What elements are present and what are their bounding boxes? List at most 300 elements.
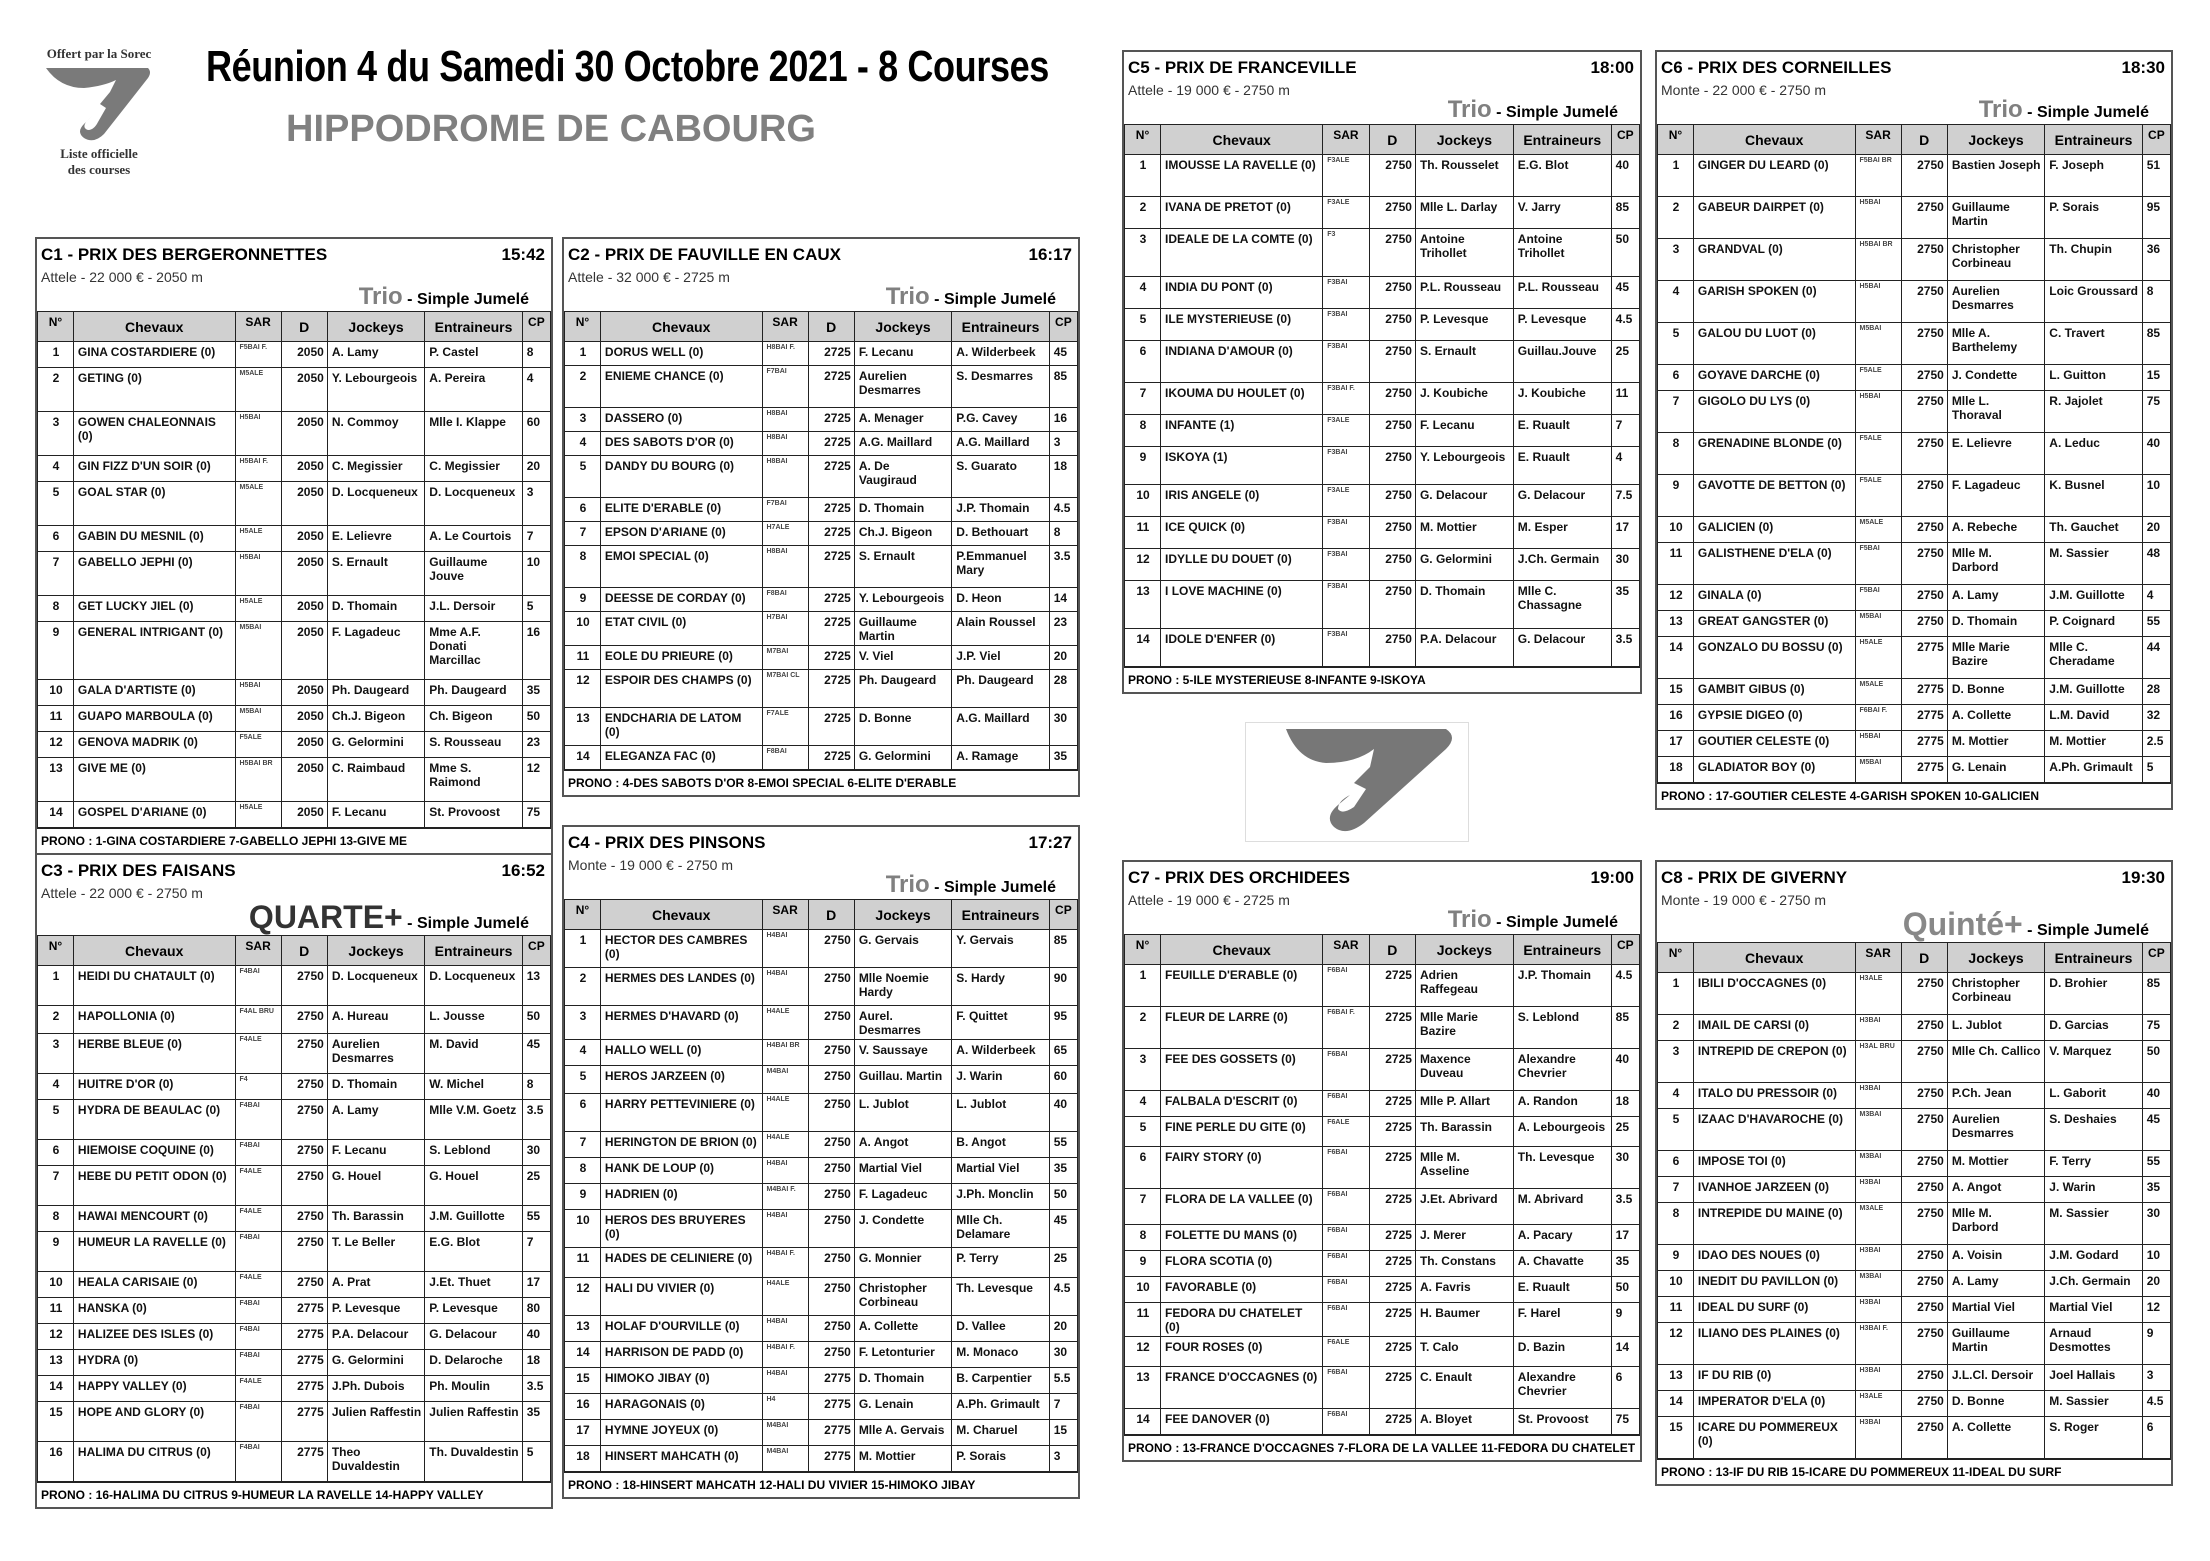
cell-trainer: A.G. Maillard [952,432,1049,456]
cell-num: 8 [1658,433,1694,475]
cell-num: 11 [1125,1303,1161,1337]
table-header-row [38,312,551,342]
cell-jockey: A. Collette [1947,1417,2044,1459]
cell-sar: M5ALE [235,482,281,526]
column-header-cp: CP [522,936,550,966]
cell-cp: 35 [1049,1158,1077,1184]
cell-name: IMPERATOR D'ELA (0) [1693,1391,1855,1417]
table-row [565,1040,1078,1066]
cell-jockey: Mlle L. Darlay [1415,197,1513,229]
cell-sar: F3BAI [1323,549,1369,581]
cell-trainer: J.Ch. Germain [1513,549,1611,581]
cell-name: GENOVA MADRIK (0) [73,732,235,758]
cell-num: 13 [38,758,74,802]
cell-name: IF DU RIB (0) [1693,1365,1855,1391]
cell-cp: 23 [1049,612,1077,646]
cell-jockey: D. Thomain [854,1368,951,1394]
column-header-d: D [1369,935,1415,965]
cell-name: EMOI SPECIAL (0) [600,546,762,588]
cell-jockey: J.Ph. Dubois [327,1376,424,1402]
cell-cp: 18 [1049,456,1077,498]
cell-num: 5 [1658,323,1694,365]
hippodrome-name: HIPPODROME DE CABOURG [286,108,816,150]
cell-d: 2725 [1369,1091,1415,1117]
cell-jockey: Aurelien Desmarres [854,366,951,408]
cell-jockey: G. Monnier [854,1248,951,1278]
cell-name: HARRISON DE PADD (0) [600,1342,762,1368]
cell-trainer: Th. Gauchet [2045,517,2142,543]
cell-d: 2725 [1369,1277,1415,1303]
cell-cp: 4 [2142,585,2170,611]
column-header-d: D [281,312,327,342]
bet-secondary: - Simple Jumelé [934,291,1056,308]
cell-cp: 8 [522,1074,550,1100]
cell-sar: F3BAI [1323,447,1369,485]
cell-name: HAWAI MENCOURT (0) [73,1206,235,1232]
cell-cp: 50 [2142,1041,2170,1083]
table-row [565,522,1078,546]
table-row [1658,1177,2171,1203]
cell-sar: F6BAI [1323,1409,1369,1435]
cell-sar: F6BAI F. [1855,705,1901,731]
cell-jockey: Ch.J. Bigeon [327,706,424,732]
cell-jockey: Mlle Ch. Callico [1947,1041,2044,1083]
table-row [1658,705,2171,731]
table-row [1658,281,2171,323]
cell-sar: F4 [235,1074,281,1100]
cell-name: HEROS JARZEEN (0) [600,1066,762,1094]
cell-sar: M3BAI [1855,1109,1901,1151]
cell-trainer: D. Garcias [2045,1015,2142,1041]
cell-d: 2750 [1369,383,1415,415]
cell-jockey: A. Lamy [1947,1271,2044,1297]
cell-sar: H8BAI [762,456,808,498]
column-header-cp: CP [1049,312,1077,342]
cell-cp: 35 [522,1402,550,1442]
cell-trainer: F. Joseph [2045,155,2142,197]
cell-jockey: Antoine Trihollet [1415,229,1513,277]
table-row [1658,155,2171,197]
cell-name: GOAL STAR (0) [73,482,235,526]
cell-trainer: Ph. Moulin [425,1376,522,1402]
cell-sar: H5ALE [235,596,281,622]
cell-d: 2725 [1369,1367,1415,1409]
cell-trainer: Arnaud Desmottes [2045,1323,2142,1365]
race-card-c6 [1655,50,2173,810]
cell-cp: 17 [522,1272,550,1298]
cell-name: ELEGANZA FAC (0) [600,746,762,770]
cell-num: 1 [1658,973,1694,1015]
cell-trainer: Alain Roussel [952,612,1049,646]
table-row [38,1402,551,1442]
cell-sar: H5ALE [235,802,281,828]
cell-cp: 6 [2142,1417,2170,1459]
cell-num: 6 [1658,365,1694,391]
cell-num: 6 [1125,1147,1161,1189]
cell-trainer: D. Locqueneux [425,966,522,1006]
cell-name: GINGER DU LEARD (0) [1693,155,1855,197]
cell-trainer: C. Travert [2045,323,2142,365]
cell-jockey: Theo Duvaldestin [327,1442,424,1482]
cell-cp: 65 [1049,1040,1077,1066]
cell-cp: 5 [522,1442,550,1482]
cell-name: EPSON D'ARIANE (0) [600,522,762,546]
cell-sar: H3BAI [1855,1015,1901,1041]
cell-num: 4 [1658,281,1694,323]
cell-trainer: L. Guitton [2045,365,2142,391]
cell-name: GABELLO JEPHI (0) [73,552,235,596]
cell-cp: 30 [522,1140,550,1166]
cell-num: 14 [565,746,601,770]
cell-jockey: V. Viel [854,646,951,670]
race-time: 18:00 [1590,58,1634,77]
cell-trainer: Mlle V.M. Goetz [425,1100,522,1140]
table-row [565,646,1078,670]
cell-name: GRANDVAL (0) [1693,239,1855,281]
cell-d: 2750 [1369,485,1415,517]
cell-num: 5 [565,456,601,498]
cell-num: 14 [565,1342,601,1368]
cell-d: 2775 [808,1420,854,1446]
cell-sar: F3ALE [1323,155,1369,197]
cell-jockey: J.L.Cl. Dersoir [1947,1365,2044,1391]
column-header-trainer: Entraineurs [425,312,522,342]
cell-cp: 40 [522,1324,550,1350]
cell-trainer: S. Desmarres [952,366,1049,408]
cell-sar: H4ALE [762,1132,808,1158]
race-time: 19:30 [2121,868,2165,887]
cell-jockey: A. Voisin [1947,1245,2044,1271]
cell-d: 2050 [281,456,327,482]
cell-name: HERBE BLEUE (0) [73,1034,235,1074]
table-row [1125,415,1640,447]
cell-name: HUITRE D'OR (0) [73,1074,235,1100]
cell-num: 9 [565,588,601,612]
cell-cp: 75 [2142,1015,2170,1041]
cell-trainer: P. Levesque [425,1298,522,1324]
column-header-name: Chevaux [1693,943,1855,973]
column-header-d: D [808,900,854,930]
cell-cp: 40 [2142,433,2170,475]
cell-sar: F5ALE [1855,365,1901,391]
cell-d: 2750 [808,930,854,968]
cell-d: 2725 [808,612,854,646]
cell-cp: 50 [522,706,550,732]
cell-num: 4 [38,1074,74,1100]
cell-jockey: Julien Raffestin [327,1402,424,1442]
cell-cp: 28 [2142,679,2170,705]
cell-name: ILIANO DES PLAINES (0) [1693,1323,1855,1365]
cell-d: 2775 [808,1446,854,1472]
cell-sar: F6ALE [1323,1117,1369,1147]
table-row [1658,1323,2171,1365]
cell-num: 3 [1125,229,1161,277]
table-row [565,1368,1078,1394]
cell-trainer: Th. Chupin [2045,239,2142,281]
cell-name: FAVORABLE (0) [1161,1277,1323,1303]
cell-trainer: Mme A.F. Donati Marcillac [425,622,522,680]
cell-d: 2750 [808,1316,854,1342]
cell-trainer: Mlle Ch. Delamare [952,1210,1049,1248]
cell-trainer: Ph. Daugeard [425,680,522,706]
prono: PRONO : 18-HINSERT MAHCATH 12-HALI DU VIVIER 15-HIMOKO JIBAY [564,1472,1078,1497]
cell-cp: 15 [1049,1420,1077,1446]
cell-cp: 7 [1049,1394,1077,1420]
table-row [565,930,1078,968]
table-row [38,1272,551,1298]
cell-num: 3 [1658,1041,1694,1083]
cell-trainer: J.Et. Thuet [425,1272,522,1298]
table-row [38,622,551,680]
cell-trainer: M. Sassier [2045,1391,2142,1417]
cell-cp: 85 [1611,197,1639,229]
table-header-row [565,900,1078,930]
table-row [1125,1409,1640,1435]
table-row [1658,391,2171,433]
race-time: 17:27 [1028,833,1072,852]
cell-trainer: F. Harel [1513,1303,1611,1337]
cell-d: 2050 [281,526,327,552]
cell-cp: 10 [2142,1245,2170,1271]
cell-jockey: A. Rebeche [1947,517,2044,543]
cell-trainer: A.Ph. Grimault [2045,757,2142,783]
cell-d: 2725 [1369,1303,1415,1337]
cell-sar: F3BAI [1323,341,1369,383]
cell-sar: F5ALE [1855,433,1901,475]
cell-d: 2050 [281,596,327,622]
cell-cp: 7.5 [1611,485,1639,517]
cell-name: GALOU DU LUOT (0) [1693,323,1855,365]
table-row [565,588,1078,612]
table-row [1658,1417,2171,1459]
race-card-c7 [1122,860,1642,1462]
cell-name: HALLO WELL (0) [600,1040,762,1066]
cell-name: GINALA (0) [1693,585,1855,611]
cell-sar: F8BAI [762,746,808,770]
cell-d: 2725 [1369,1049,1415,1091]
cell-cp: 7 [522,526,550,552]
table-row [565,746,1078,770]
cell-jockey: Th. Constans [1415,1251,1513,1277]
cell-jockey: S. Ernault [854,546,951,588]
cell-name: IDEAL DU SURF (0) [1693,1297,1855,1323]
cell-jockey: Guillaume Martin [1947,197,2044,239]
cell-d: 2775 [281,1376,327,1402]
cell-cp: 30 [2142,1203,2170,1245]
cell-num: 12 [38,1324,74,1350]
cell-trainer: J.M. Guillotte [2045,679,2142,705]
bet-types [1657,98,2171,124]
cell-sar: H3ALE [1855,1391,1901,1417]
cell-cp: 3.5 [1611,1189,1639,1225]
cell-d: 2750 [1369,197,1415,229]
cell-d: 2750 [808,1184,854,1210]
cell-sar: H5BAI BR [1855,239,1901,281]
cell-num: 10 [1125,485,1161,517]
column-header-cp: CP [1611,125,1639,155]
cell-num: 3 [1658,239,1694,281]
cell-cp: 50 [1611,1277,1639,1303]
bet-main: Trio [885,283,930,310]
cell-name: FEE DANOVER (0) [1161,1409,1323,1435]
cell-sar: H4BAI F. [762,1342,808,1368]
cell-d: 2750 [1901,1041,1947,1083]
cell-cp: 3.5 [1049,546,1077,588]
cell-jockey: Y. Lebourgeois [854,588,951,612]
cell-cp: 30 [1611,549,1639,581]
cell-d: 2750 [281,1166,327,1206]
table-row [565,1184,1078,1210]
cell-d: 2750 [808,968,854,1006]
cell-trainer: J. Warin [952,1066,1049,1094]
cell-sar: F3BAI [1323,517,1369,549]
cell-name: GONZALO DU BOSSU (0) [1693,637,1855,679]
cell-jockey: D. Thomain [1947,611,2044,637]
cell-jockey: M. Mottier [854,1446,951,1472]
bet-main: Trio [885,871,930,898]
cell-num: 11 [565,646,601,670]
cell-num: 2 [565,968,601,1006]
cell-num: 10 [565,612,601,646]
cell-d: 2725 [808,646,854,670]
cell-num: 7 [565,1132,601,1158]
race-conditions: Attele - 19 000 € - 2725 m [1128,892,1290,908]
cell-name: HALI DU VIVIER (0) [600,1278,762,1316]
table-row [1125,485,1640,517]
cell-jockey: J.Et. Abrivard [1415,1189,1513,1225]
table-row [1125,517,1640,549]
bet-types [1124,908,1640,934]
cell-num: 6 [38,526,74,552]
cell-jockey: Mlle M. Darbord [1947,543,2044,585]
cell-d: 2750 [1901,1391,1947,1417]
cell-sar: H3BAI [1855,1083,1901,1109]
bet-main: Trio [1978,96,2023,123]
cell-num: 12 [565,670,601,708]
cell-trainer: Guillaume Jouve [425,552,522,596]
cell-trainer: A. Wilderbeek [952,1040,1049,1066]
cell-jockey: D. Bonne [1947,1391,2044,1417]
cell-sar: H4BAI [762,930,808,968]
cell-cp: 10 [522,552,550,596]
table-row [1125,1091,1640,1117]
race-header [37,855,551,881]
column-header-sar: SAR [1855,943,1901,973]
cell-cp: 23 [522,732,550,758]
cell-jockey: A. Menager [854,408,951,432]
cell-jockey: D. Thomain [854,498,951,522]
cell-num: 16 [38,1442,74,1482]
cell-sar: H4ALE [762,1094,808,1132]
table-row [565,1342,1078,1368]
cell-trainer: L. Jublot [952,1094,1049,1132]
cell-num: 5 [38,1100,74,1140]
cell-num: 9 [1658,475,1694,517]
cell-cp: 18 [1611,1091,1639,1117]
cell-trainer: D. Heon [952,588,1049,612]
table-row [38,1034,551,1074]
cell-num: 6 [565,498,601,522]
cell-cp: 51 [2142,155,2170,197]
table-row [565,432,1078,456]
table-row [565,1278,1078,1316]
table-row [1125,341,1640,383]
table-row [1658,365,2171,391]
cell-trainer: Antoine Trihollet [1513,229,1611,277]
cell-num: 15 [1658,1417,1694,1459]
cell-jockey: Mlle P. Allart [1415,1091,1513,1117]
cell-name: HAPPY VALLEY (0) [73,1376,235,1402]
cell-cp: 14 [1611,1337,1639,1367]
cell-num: 10 [565,1210,601,1248]
cell-sar: F3BAI [1323,309,1369,341]
race-title: C8 - PRIX DE GIVERNY [1661,868,1848,887]
cell-trainer: W. Michel [425,1074,522,1100]
cell-num: 2 [1658,197,1694,239]
cell-jockey: P.A. Delacour [327,1324,424,1350]
cell-cp: 18 [522,1350,550,1376]
horse-head-logo-icon [1245,722,1469,842]
cell-sar: M4BAI F. [762,1184,808,1210]
cell-jockey: C. Enault [1415,1367,1513,1409]
cell-cp: 95 [2142,197,2170,239]
table-row [1658,197,2171,239]
table-row [1125,1225,1640,1251]
cell-cp: 75 [522,802,550,828]
cell-sar: H3BAI [1855,1417,1901,1459]
cell-trainer: M. Monaco [952,1342,1049,1368]
column-header-trainer: Entraineurs [425,936,522,966]
cell-cp: 50 [1049,1184,1077,1210]
column-header-trainer: Entraineurs [952,900,1049,930]
table-row [1125,965,1640,1007]
cell-trainer: P. Levesque [1513,309,1611,341]
cell-name: IDEALE DE LA COMTE (0) [1161,229,1323,277]
cell-sar: F4BAI [235,1100,281,1140]
cell-jockey: Mlle M. Asseline [1415,1147,1513,1189]
cell-num: 4 [565,1040,601,1066]
cell-num: 3 [1125,1049,1161,1091]
cell-num: 6 [1658,1151,1694,1177]
cell-num: 5 [1125,1117,1161,1147]
cell-d: 2750 [1901,543,1947,585]
cell-d: 2750 [1901,585,1947,611]
cell-cp: 55 [522,1206,550,1232]
cell-name: FLORA SCOTIA (0) [1161,1251,1323,1277]
cell-cp: 75 [2142,391,2170,433]
cell-d: 2750 [1901,155,1947,197]
cell-sar: F4BAI [235,1442,281,1482]
cell-jockey: P. Levesque [327,1298,424,1324]
cell-sar: H4BAI [762,1368,808,1394]
bet-types [564,873,1078,899]
runners-table [37,935,551,1482]
cell-sar: M5BAI [235,622,281,680]
cell-d: 2750 [1901,1109,1947,1151]
cell-jockey: Y. Lebourgeois [1415,447,1513,485]
race-card-c8 [1655,860,2173,1486]
table-row [38,1006,551,1034]
table-row [1125,1367,1640,1409]
race-header [1124,862,1640,888]
race-time: 18:30 [2121,58,2165,77]
cell-jockey: E. Lelievre [327,526,424,552]
cell-trainer: M. Abrivard [1513,1189,1611,1225]
cell-d: 2750 [1901,1245,1947,1271]
cell-trainer: Loic Groussard [2045,281,2142,323]
cell-jockey: Th. Barassin [1415,1117,1513,1147]
cell-d: 2725 [808,588,854,612]
